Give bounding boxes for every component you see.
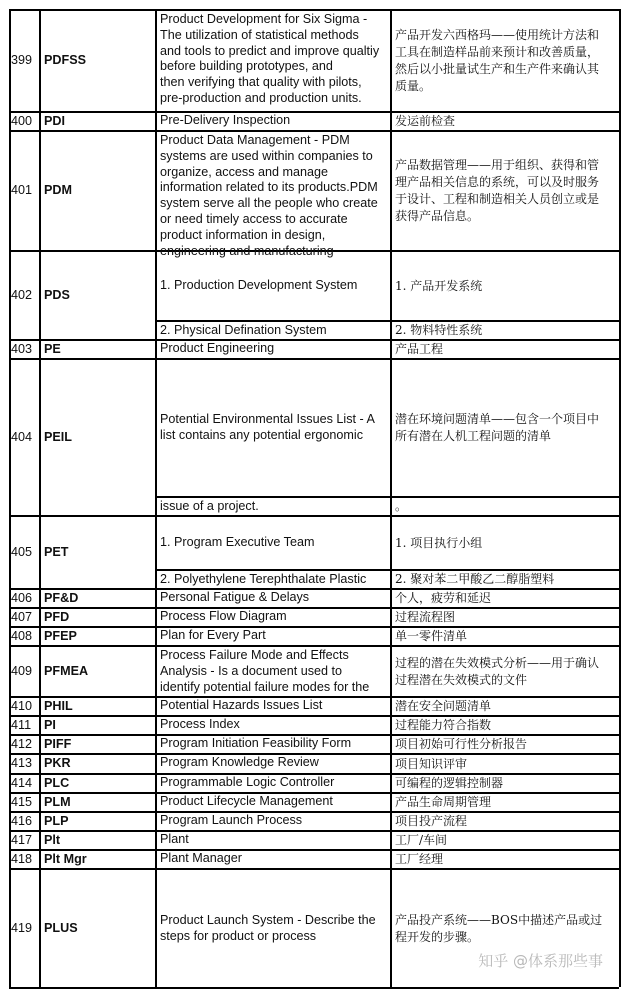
row-chinese: 过程流程图: [395, 610, 456, 624]
row-english: Product Development for Six Sigma - The utilization of statistical methods and tools to predict and improve qualtiy before building prototypes, and then verifying that quality with pilots, pre-production and production units.: [160, 12, 380, 105]
row-number: 414: [11, 775, 33, 790]
row-english: Product Lifecycle Management: [160, 794, 333, 808]
row-chinese: 产品数据管理——用于组织、获得和管 理产品相关信息的系统，可以及时服务 于设计、工程和制造相关人员创立或是 获得产品信息。: [395, 158, 600, 223]
row-abbreviation: PFEP: [44, 628, 77, 643]
row-number: 402: [11, 287, 33, 302]
watermark: 知乎 @体系那些事: [478, 952, 603, 970]
row-number: 419: [11, 920, 33, 935]
row-chinese: 1. 产品开发系统: [395, 278, 483, 293]
row-chinese: 个人，疲劳和延迟: [395, 591, 492, 605]
row-number: 406: [11, 590, 33, 605]
row-chinese: 可编程的逻辑控制器: [395, 776, 504, 790]
row-number: 401: [11, 183, 33, 198]
row-abbreviation: PDFSS: [44, 53, 86, 68]
row-chinese: 过程的潜在失效模式分析——用于确认 过程潜在失效模式的文件: [395, 655, 600, 687]
row-number: 404: [11, 429, 33, 444]
row-abbreviation: PE: [44, 341, 61, 356]
row-abbreviation: PI: [44, 717, 56, 732]
row-chinese: 发运前检查: [395, 114, 456, 128]
row-abbreviation: PFMEA: [44, 663, 89, 678]
row-chinese: 产品投产系统——BOS中描述产品或过 程开发的步骤。: [395, 912, 603, 944]
row-chinese: 工厂/车间: [395, 833, 448, 847]
row-abbreviation: PEIL: [44, 429, 72, 444]
row-english: Program Knowledge Review: [160, 755, 319, 769]
row-english: Potential Hazards Issues List: [160, 698, 323, 712]
row-abbreviation: Plt Mgr: [44, 851, 87, 866]
row-chinese-2: 。: [395, 499, 408, 513]
row-number: 408: [11, 628, 33, 643]
row-abbreviation: PIFF: [44, 736, 72, 751]
row-number: 417: [11, 832, 33, 847]
row-english: Process Failure Mode and Effects Analysis - Is a document used to identify potential failure modes for the: [160, 648, 370, 694]
row-abbreviation: PDS: [44, 287, 70, 302]
row-english: Potential Environmental Issues List - A list contains any potential ergonomic: [160, 412, 375, 442]
row-english: Plant Manager: [160, 851, 242, 865]
row-chinese: 项目知识评审: [395, 756, 468, 771]
row-abbreviation: PLC: [44, 775, 70, 790]
row-english: Product Engineering: [160, 341, 275, 355]
row-number: 405: [11, 544, 33, 559]
row-english: Process Flow Diagram: [160, 609, 287, 623]
row-chinese: 过程能力符合指数: [395, 718, 492, 732]
row-number: 418: [11, 851, 33, 866]
row-number: 416: [11, 813, 33, 828]
row-english: Pre-Delivery Inspection: [160, 113, 291, 127]
row-english: Plan for Every Part: [160, 628, 266, 642]
row-number: 403: [11, 341, 33, 356]
row-english-2: 2. Physical Defination System: [160, 322, 327, 337]
row-chinese: 产品工程: [395, 342, 444, 356]
row-chinese: 项目投产流程: [395, 814, 468, 828]
row-chinese: 工厂经理: [395, 852, 444, 866]
row-english-2: 2. Polyethylene Terephthalate Plastic: [160, 571, 367, 586]
row-chinese: 产品开发六西格玛——使用统计方法和 工具在制造样品前来预计和改善质量， 然后以小批量试生产和生产件来确认其 质量。: [395, 28, 600, 93]
row-chinese: 潜在安全问题清单: [395, 699, 492, 713]
row-number: 412: [11, 736, 33, 751]
row-english: Plant: [160, 832, 189, 846]
row-number: 411: [11, 717, 32, 732]
row-english: Programmable Logic Controller: [160, 775, 335, 789]
row-number: 415: [11, 794, 33, 809]
row-english: 1. Program Executive Team: [160, 535, 315, 550]
row-english: Product Data Management - PDM systems are used within companies to organize, access and manage information related to its products.PDM system serve all the people who create or need timely access to accurate product information in design, engineering and manufacturing: [160, 133, 378, 258]
row-number: 410: [11, 698, 33, 713]
row-number: 399: [11, 53, 33, 68]
row-chinese: 潜在环境问题清单——包含一个项目中 所有潜在人机工程问题的清单: [395, 412, 600, 443]
row-english: 1. Production Development System: [160, 278, 358, 293]
row-abbreviation: PLP: [44, 813, 69, 828]
row-chinese: 1. 项目执行小组: [395, 535, 483, 550]
row-abbreviation: PDI: [44, 113, 65, 128]
row-abbreviation: PF&D: [44, 590, 79, 605]
row-abbreviation: PFD: [44, 609, 70, 624]
row-abbreviation: PET: [44, 544, 69, 559]
row-english: Personal Fatigue & Delays: [160, 590, 310, 604]
row-chinese: 项目初始可行性分析报告: [395, 737, 528, 751]
row-abbreviation: PLM: [44, 794, 71, 809]
row-abbreviation: PLUS: [44, 920, 78, 935]
row-english: Program Initiation Feasibility Form: [160, 736, 352, 750]
row-chinese-2: 2. 聚对苯二甲酸乙二醇脂塑料: [395, 572, 555, 586]
row-chinese: 产品生命周期管理: [395, 795, 492, 809]
row-english-2: issue of a project.: [160, 498, 259, 513]
row-abbreviation: Plt: [44, 832, 61, 847]
row-number: 407: [11, 609, 33, 624]
row-number: 400: [11, 113, 33, 128]
row-number: 413: [11, 756, 33, 771]
row-abbreviation: PHIL: [44, 698, 73, 713]
row-english: Program Launch Process: [160, 813, 303, 827]
row-english: Process Index: [160, 717, 240, 731]
row-number: 409: [11, 663, 33, 678]
row-abbreviation: PDM: [44, 183, 72, 198]
row-abbreviation: PKR: [44, 756, 71, 771]
row-chinese: 单一零件清单: [395, 629, 468, 643]
row-english: Product Launch System - Describe the steps for product or process: [160, 912, 376, 943]
row-chinese-2: 2. 物料特性系统: [395, 323, 483, 337]
